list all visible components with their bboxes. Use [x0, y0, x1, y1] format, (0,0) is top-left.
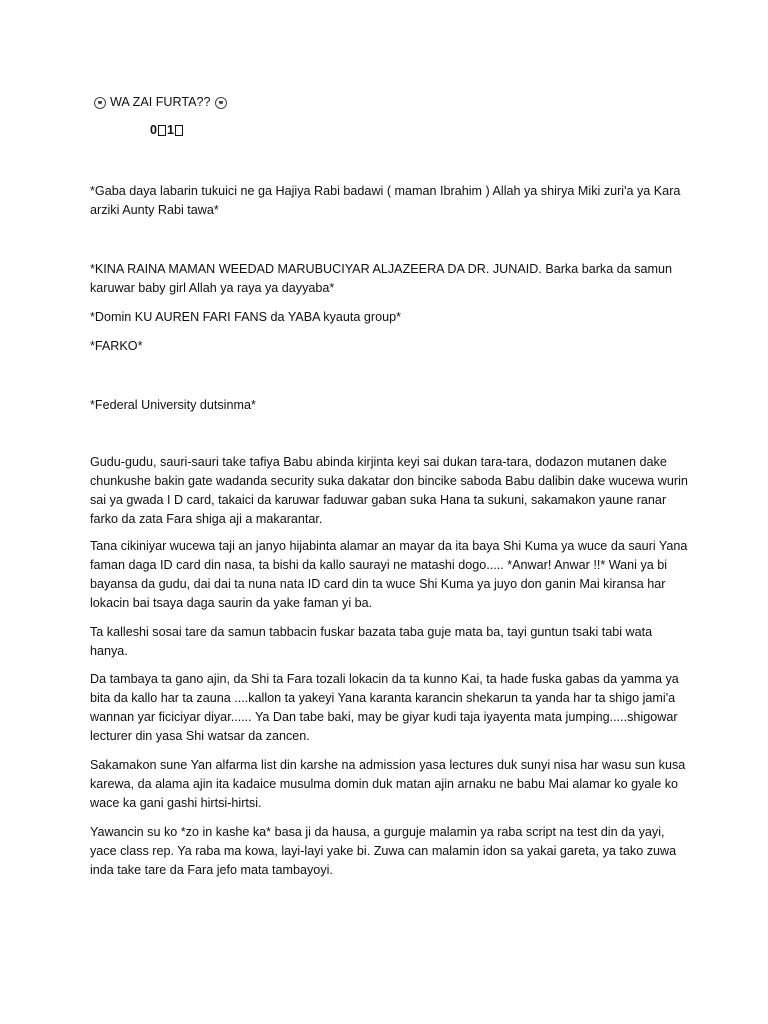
missing-glyph-box	[175, 125, 183, 136]
greeting-paragraph: *KINA RAINA MAMAN WEEDAD MARUBUCIYAR ALJAZEERA DA DR. JUNAID. Barka barka da samun karuwar baby girl Allah ya raya ya dayyaba*	[90, 262, 673, 295]
story-title	[90, 93, 690, 112]
counter-digit-one: 1	[167, 123, 175, 137]
story-title-text: WA ZAI FURTA??	[110, 95, 211, 109]
sad-face-icon	[94, 97, 106, 109]
story-paragraph: Tana cikiniyar wucewa taji an janyo hijabinta alamar an mayar da ita baya Shi Kuma ya wuce da sauri Yana faman daga ID card din nasa, ta bishi da kallo saurayi ne matashi dogo..... *Anwar! Anwar !!* Wani ya bi bayansa da gudu, dai dai ta nuna nata ID card din ta wuce Shi Kuma ya juyo don ganin Mai kiransa har lokacin bai tsaya daga saurin da yake faman yi ba.	[90, 539, 688, 610]
counter-digit-zero: 0	[150, 123, 158, 137]
story-paragraph: Yawancin su ko *zo in kashe ka* basa ji da hausa, a gurguje malamin ya raba script na test din da yayi, yace class rep. Ya raba ma kowa, layi-layi yake bi. Zuwa can malamin idon sa yakai gareta, ya tako zuwa inda take tare da Fara jefo mata tambayoyi.	[90, 825, 677, 877]
story-paragraph: Gudu-gudu, sauri-sauri take tafiya Babu abinda kirjinta keyi sai dukan tara-tara, dodazon mutanen dake chunkushe bakin gate wadanda security suka dakatar don bincike saboda Babu dalibin dake wucewa wurin sai ya gwada I D card, takaici da karuwar faduwar gaban suka Hana ta sukuni, sakamakon yaune ranar farko da zata Fara shiga aji a makarantar.	[90, 455, 688, 526]
story-paragraph: Ta kalleshi sosai tare da samun tabbacin fuskar bazata taba guje mata ba, tayi guntun tsaki tabi wata hanya.	[90, 625, 653, 658]
story-paragraph: Sakamakon sune Yan alfarma list din karshe na admission yasa lectures duk sunyi nisa har wasu sun kusa karewa, da alama ajin ita kadaice musulma domin duk matan ajin arnaku ne babu Mai alamar ko gyale ko wace ka gani gashi hirtsi-hirtsi.	[90, 758, 686, 810]
chapter-counter	[150, 121, 184, 140]
dedication-paragraph: *Gaba daya labarin tukuici ne ga Hajiya Rabi badawi ( maman Ibrahim ) Allah ya shirya Miki zuri'a ya Kara arziki Aunty Rabi tawa*	[90, 184, 681, 217]
missing-glyph-box	[158, 125, 166, 136]
story-paragraph: Da tambaya ta gano ajin, da Shi ta Fara tozali lokacin da ta kunno Kai, ta hade fuska gabas da yamma ya bita da kallo har ta zauna ....kallon ta yakeyi Yana karanta karancin shekarun ta yanda har ta shigo jami'a wannan yar ficiciyar diyar...... Ya Dan tabe baki, may be giyar kudi taja iyayenta mata jumping.....shigowar lecturer din yasa Shi watsar da zancen.	[90, 672, 679, 743]
sad-face-icon	[215, 97, 227, 109]
location-heading: *Federal University dutsinma*	[90, 398, 256, 412]
section-heading: *FARKO*	[90, 339, 143, 353]
group-paragraph: *Domin KU AUREN FARI FANS da YABA kyauta group*	[90, 310, 402, 324]
